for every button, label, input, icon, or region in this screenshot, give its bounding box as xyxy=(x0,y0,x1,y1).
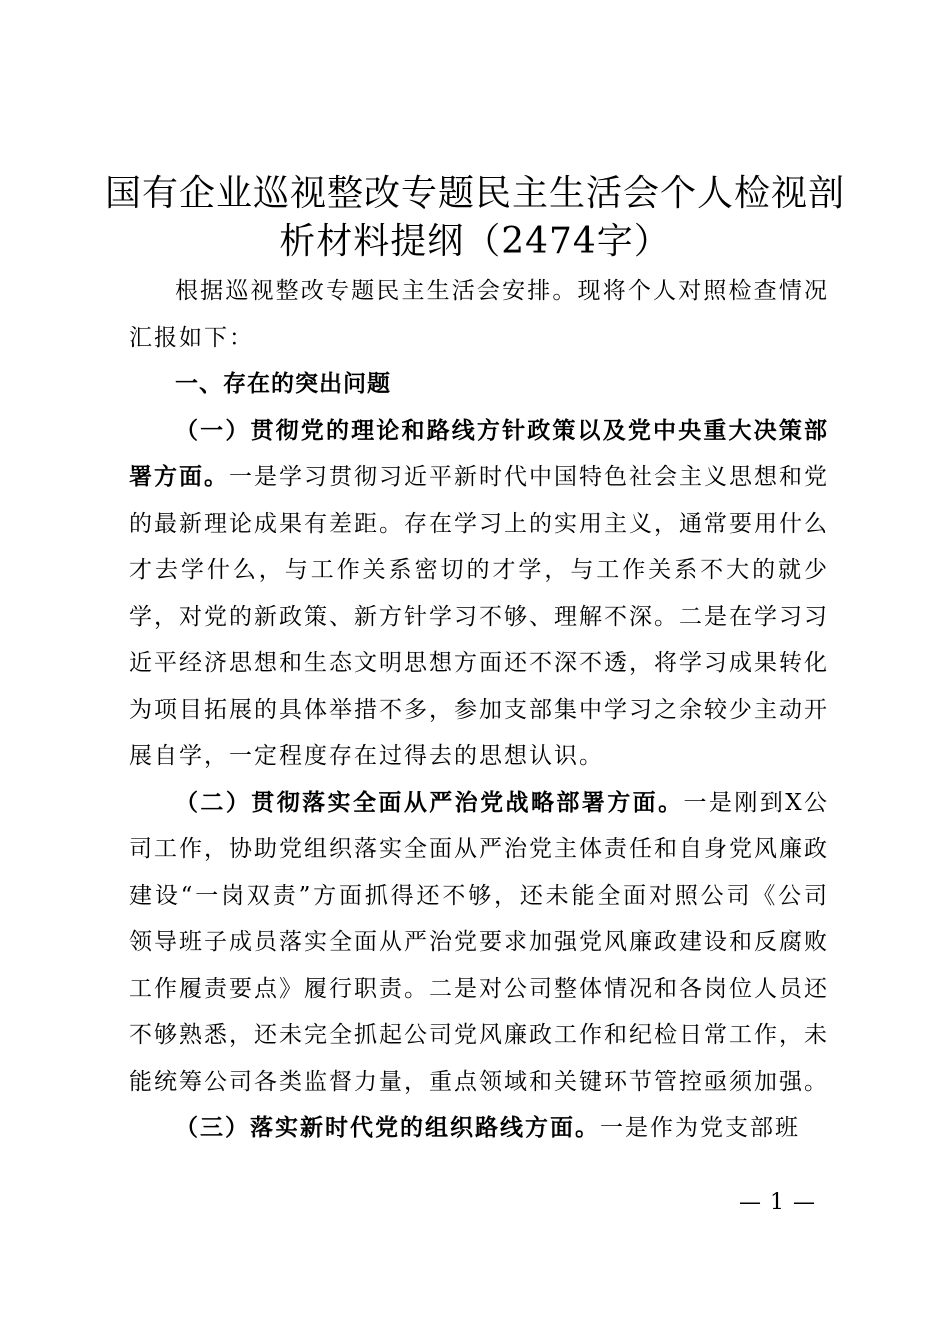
paragraph-item-3 xyxy=(129,1105,829,1152)
document-body xyxy=(129,268,829,1152)
section-heading: 一、存在的突出问题 xyxy=(175,371,391,397)
item-text: 一是作为党支部班 xyxy=(600,1115,800,1141)
page-number: — 1 — xyxy=(739,1190,816,1215)
paragraph-item-2 xyxy=(129,780,829,1106)
title-line-1: 国有企业巡视整改专题民主生活会个人检视剖 xyxy=(104,173,845,214)
item-heading: （一）贯彻党的理论和路线方针政策以及党中央重大决策部署方面。 xyxy=(129,416,829,490)
item-text: 一是刚到X公司工作，协助党组织落实全面从严治党主体责任和自身党风廉政建设“一岗双责”方面抓得还不够，还未能全面对照公司《公司领导班子成员落实全面从严治党要求加强党风廉政建设和反腐败工作履责要点》履行职责。二是对公司整体情况和各岗位人员还不够熟悉，还未完全抓起公司党风廉政工作和纪检日常工作，未能统筹公司各类监督力量，重点领域和关键环节管控亟须加强。 xyxy=(129,789,829,1095)
item-text: 一是学习贯彻习近平新时代中国特色社会主义思想和党的最新理论成果有差距。存在学习上的实用主义，通常要用什么才去学什么，与工作关系密切的才学，与工作关系不大的就少学，对党的新政策、新方针学习不够、理解不深。二是在学习习近平经济思想和生态文明思想方面还不深不透，将学习成果转化为项目拓展的具体举措不多，参加支部集中学习之余较少主动开展自学，一定程度存在过得去的思想认识。 xyxy=(129,464,829,769)
paragraph-item-1 xyxy=(129,408,829,780)
intro-paragraph: 根据巡视整改专题民主生活会安排。现将个人对照检查情况汇报如下： xyxy=(129,278,829,351)
item-heading: （三）落实新时代党的组织路线方面。 xyxy=(175,1114,600,1141)
title-line-2: 析材料提纲（2474字） xyxy=(279,221,671,262)
item-heading: （二）贯彻落实全面从严治党战略部署方面。 xyxy=(175,788,684,816)
document-title xyxy=(0,170,950,266)
